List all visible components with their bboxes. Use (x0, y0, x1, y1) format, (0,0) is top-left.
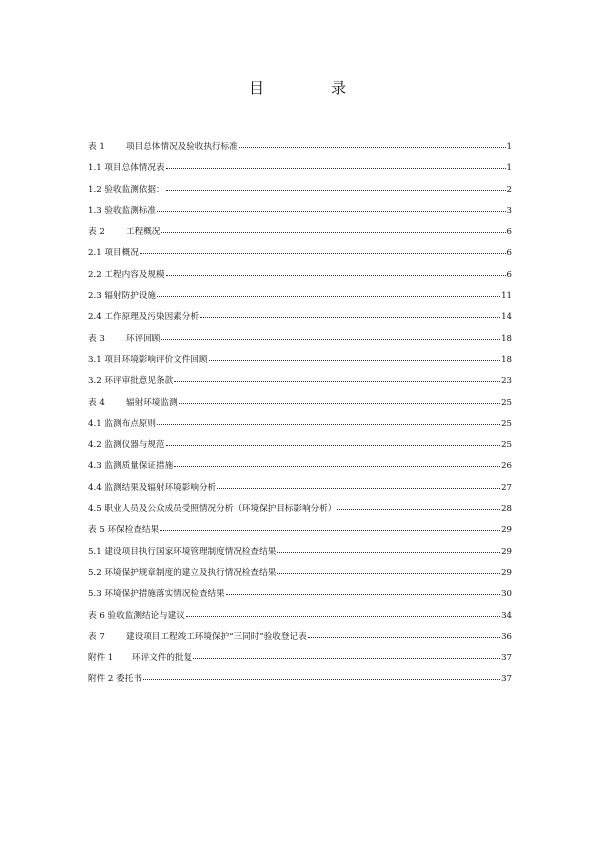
toc-entry-label (88, 587, 225, 601)
toc-entry-text: 工程概况 (126, 227, 161, 238)
toc-entry-number: 2.2 (88, 269, 102, 280)
toc-entry[interactable] (88, 417, 512, 438)
toc-entry-label (88, 417, 156, 431)
toc-dot-leader (209, 359, 501, 361)
toc-entry-text: 建设项目工程竣工环境保护“三同时”验收登记表 (126, 631, 307, 642)
toc-entry-page: 11 (501, 291, 512, 302)
toc-entry-label (88, 246, 139, 260)
toc-entry-text: 环评审批意见条款 (104, 376, 174, 387)
toc-entry-number: 2.4 (88, 312, 102, 323)
toc-dot-leader (157, 210, 506, 212)
toc-entry-number: 2.1 (88, 248, 102, 259)
toc-entry[interactable] (88, 204, 512, 225)
toc-entry[interactable] (88, 481, 512, 502)
toc-entry-page: 34 (501, 610, 512, 621)
toc-entry[interactable] (88, 438, 512, 459)
toc-dot-leader (337, 508, 500, 510)
toc-entry-label (88, 523, 159, 537)
toc-entry-text: 验收监测标准 (104, 205, 156, 216)
toc-entry-page: 18 (501, 354, 512, 365)
toc-entry-text: 验收监测依据： (104, 184, 165, 195)
toc-entry-text: 监测结果及辐射环境影响分析 (104, 482, 217, 493)
toc-title: 目 录 (248, 79, 372, 97)
toc-entry[interactable] (88, 332, 512, 353)
toc-dot-leader (174, 465, 500, 467)
toc-dot-leader (140, 252, 506, 254)
toc-dot-leader (200, 316, 500, 318)
toc-dot-leader (157, 423, 500, 425)
toc-entry-text: 验收监测结论与建议 (107, 610, 185, 621)
toc-entry[interactable] (88, 545, 512, 566)
toc-entry[interactable] (88, 353, 512, 374)
toc-entry-text: 工程内容及规模 (104, 269, 165, 280)
toc-dot-leader (226, 593, 500, 595)
toc-entry-page: 27 (501, 482, 512, 493)
toc-entry-page: 37 (501, 674, 512, 685)
toc-entry-label (88, 374, 173, 388)
toc-entry-number: 4.3 (88, 461, 102, 472)
toc-entry-number: 表 2 (88, 227, 105, 238)
toc-dot-leader (193, 657, 500, 659)
toc-entry-page: 23 (501, 376, 512, 387)
toc-entry-number: 4.4 (88, 482, 102, 493)
toc-entry-label (88, 609, 185, 623)
toc-entry-number: 3.1 (88, 354, 102, 365)
toc-entry-text: 项目总体情况表 (104, 163, 165, 174)
toc-entry[interactable] (88, 183, 512, 204)
toc-entry[interactable] (88, 587, 512, 608)
toc-entry-page: 6 (506, 269, 512, 280)
toc-entry-text: 环评回顾 (126, 333, 161, 344)
toc-entry-page: 2 (506, 184, 512, 195)
toc-dot-leader (174, 380, 500, 382)
toc-entry-page: 26 (501, 461, 512, 472)
toc-entry[interactable] (88, 396, 512, 417)
toc-entry-label (88, 332, 160, 346)
toc-entry-page: 29 (501, 567, 512, 578)
toc-entry-label (88, 481, 216, 495)
toc-entry-label (88, 396, 178, 410)
toc-entry-number: 附件 2 (88, 674, 114, 685)
toc-entry[interactable] (88, 374, 512, 395)
toc-entry[interactable] (88, 566, 512, 587)
toc-dot-leader (166, 167, 506, 169)
toc-entry-number: 2.3 (88, 291, 102, 302)
toc-entry-label (88, 183, 165, 197)
toc-dot-leader (277, 572, 500, 574)
table-of-contents (88, 140, 512, 694)
toc-entry-number: 4.5 (88, 504, 102, 515)
toc-entry-label (88, 225, 160, 239)
toc-entry-text: 项目总体情况及验收执行标准 (126, 142, 238, 152)
toc-dot-leader (308, 636, 500, 638)
toc-entry-label (88, 310, 199, 324)
toc-entry-label (88, 672, 142, 686)
toc-entry-label (88, 502, 336, 516)
toc-entry[interactable] (88, 161, 512, 182)
toc-entry-page: 25 (501, 397, 512, 408)
toc-entry-page: 1 (506, 163, 512, 174)
toc-entry[interactable] (88, 630, 512, 651)
toc-entry-text: 辐射防护设施 (104, 291, 156, 302)
toc-entry-page: 14 (501, 312, 512, 323)
toc-entry[interactable] (88, 140, 512, 161)
toc-entry-text: 委托书 (116, 674, 142, 685)
toc-entry[interactable] (88, 523, 512, 544)
toc-entry-text: 环境保护规章制度的建立及执行情况检查结果 (104, 567, 277, 578)
toc-entry-label (88, 353, 208, 367)
toc-entry-text: 建设项目执行国家环境管理制度情况检查结果 (104, 546, 277, 557)
toc-dot-leader (186, 615, 500, 617)
toc-entry-text: 环境保护措施落实情况检查结果 (104, 589, 225, 600)
toc-entry-page: 30 (501, 589, 512, 600)
toc-entry-label (88, 651, 192, 665)
toc-entry-label (88, 268, 165, 282)
toc-entry-label (88, 630, 307, 644)
toc-entry-page: 18 (501, 333, 512, 344)
toc-entry-page: 6 (506, 227, 512, 238)
toc-entry-label (88, 545, 276, 559)
toc-entry-number: 表 5 (88, 525, 105, 536)
toc-entry-number: 表 6 (88, 610, 105, 621)
toc-dot-leader (277, 551, 500, 553)
toc-entry-page: 25 (501, 418, 512, 429)
toc-entry-number: 5.2 (88, 567, 102, 578)
toc-entry-text: 环保检查结果 (107, 525, 160, 536)
toc-entry-number: 表 3 (88, 333, 105, 344)
toc-entry-text: 环评文件的批复 (132, 653, 193, 664)
toc-entry-text: 项目环境影响评价文件回顾 (104, 354, 208, 365)
toc-entry-page: 1 (506, 142, 512, 152)
toc-entry-page: 25 (501, 440, 512, 451)
toc-entry[interactable] (88, 609, 512, 630)
toc-dot-leader (217, 487, 500, 489)
toc-dot-leader (166, 189, 506, 191)
toc-entry-page: 29 (501, 525, 512, 536)
toc-entry-label (88, 204, 156, 218)
toc-entry-text: 监测质量保证措施 (104, 461, 174, 472)
toc-entry[interactable] (88, 310, 512, 331)
toc-entry-label (88, 459, 173, 473)
toc-entry-number: 表 1 (88, 142, 105, 152)
toc-entry-label (88, 438, 165, 452)
toc-entry-text: 辐射环境监测 (126, 397, 178, 408)
toc-entry-number: 附件 1 (88, 653, 114, 664)
toc-dot-leader (239, 146, 506, 148)
toc-entry-text: 监测布点原则 (104, 418, 156, 429)
toc-entry-text: 项目概况 (104, 248, 139, 259)
toc-dot-leader (179, 402, 500, 404)
toc-entry[interactable] (88, 246, 512, 267)
toc-entry-number: 3.2 (88, 376, 102, 387)
toc-entry-page: 29 (501, 546, 512, 557)
toc-entry-page: 3 (506, 205, 512, 216)
toc-entry-number: 1.2 (88, 184, 102, 195)
toc-entry[interactable] (88, 459, 512, 480)
toc-entry-number: 表 4 (88, 397, 105, 408)
toc-dot-leader (161, 231, 505, 233)
toc-entry-number: 5.1 (88, 546, 102, 557)
toc-dot-leader (161, 338, 500, 340)
toc-entry-text: 监测仪器与规范 (104, 440, 165, 451)
toc-entry-number: 4.2 (88, 440, 102, 451)
toc-dot-leader (157, 295, 500, 297)
toc-entry-number: 1.1 (88, 163, 102, 174)
toc-entry[interactable] (88, 268, 512, 289)
toc-entry[interactable] (88, 651, 512, 672)
toc-entry-number: 1.3 (88, 205, 102, 216)
toc-entry-number: 4.1 (88, 418, 102, 429)
toc-entry-label (88, 161, 165, 175)
toc-entry-text: 工作原理及污染因素分析 (104, 312, 199, 323)
toc-entry-label (88, 140, 238, 154)
toc-entry-page: 37 (501, 653, 512, 664)
toc-dot-leader (160, 529, 500, 531)
toc-entry[interactable] (88, 672, 512, 693)
toc-entry-page: 28 (501, 504, 512, 515)
toc-entry-page: 36 (501, 631, 512, 642)
toc-entry-label (88, 566, 276, 580)
toc-entry[interactable] (88, 502, 512, 523)
toc-entry[interactable] (88, 225, 512, 246)
toc-entry-page: 6 (506, 248, 512, 259)
toc-dot-leader (166, 444, 500, 446)
toc-entry-text: 职业人员及公众成员受照情况分析（环境保护目标影响分析） (104, 504, 337, 515)
toc-entry-number: 5.3 (88, 589, 102, 600)
toc-dot-leader (143, 678, 500, 680)
toc-dot-leader (166, 274, 506, 276)
toc-entry[interactable] (88, 289, 512, 310)
toc-entry-number: 表 7 (88, 631, 105, 642)
toc-entry-label (88, 289, 156, 303)
